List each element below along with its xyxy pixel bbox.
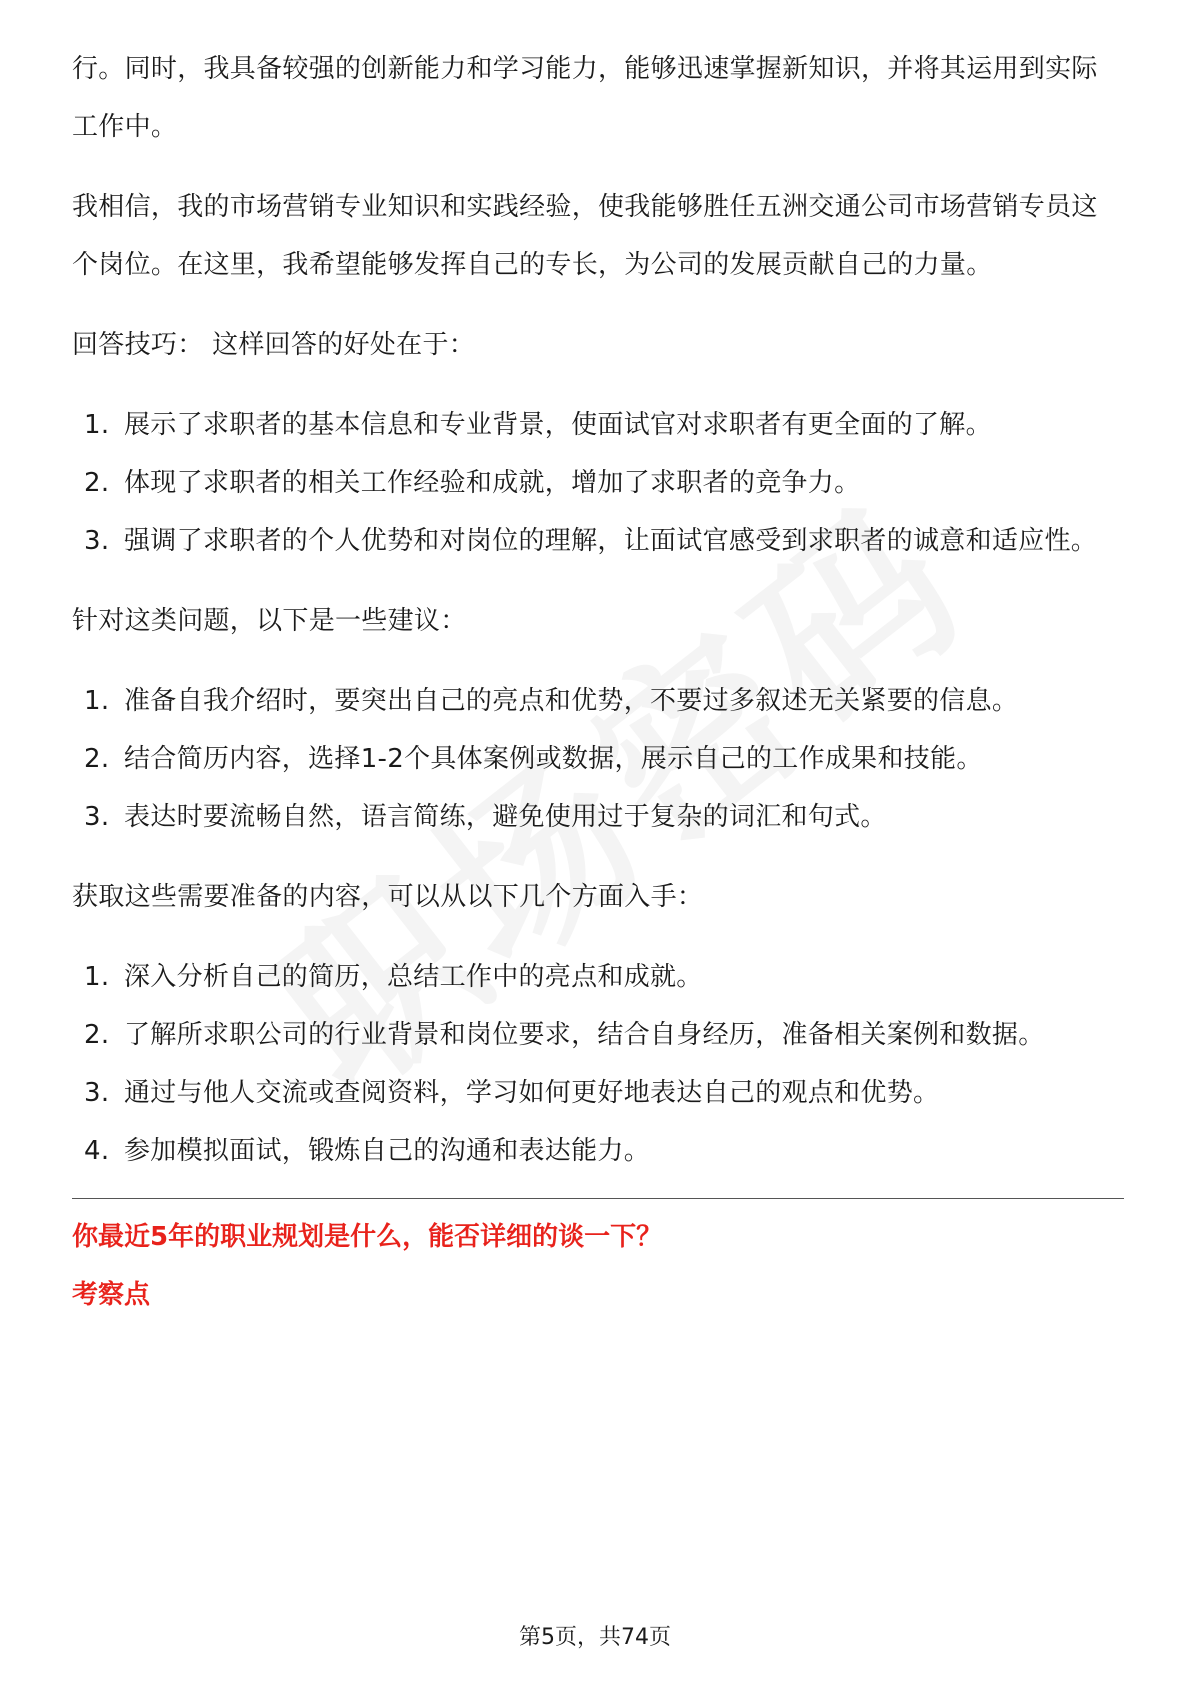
list-item: 2. 体现了求职者的相关工作经验和成就，增加了求职者的竞争力。 [84, 468, 861, 498]
suggestions-list [72, 672, 1122, 846]
paragraph-obtain: 获取这些需要准备的内容，可以从以下几个方面入手： [72, 882, 704, 912]
list-item: 2. 了解所求职公司的行业背景和岗位要求，结合自身经历，准备相关案例和数据。 [84, 1020, 1045, 1050]
benefits-list [72, 396, 1122, 570]
preparation-list [72, 948, 1122, 1180]
document-page [72, 40, 1122, 1315]
list-item: 4. 参加模拟面试，锻炼自己的沟通和表达能力。 [84, 1136, 651, 1166]
list-item: 3. 表达时要流畅自然，语言简练，避免使用过于复杂的词汇和句式。 [84, 802, 887, 832]
question-heading: 你最近5年的职业规划是什么，能否详细的谈一下？ [72, 1222, 663, 1252]
section-divider [72, 1198, 1124, 1199]
paragraph: 我相信，我的市场营销专业知识和实践经验，使我能够胜任五洲交通公司市场营销专员这个岗位。在这里，我希望能够发挥自己的专长，为公司的发展贡献自己的力量。 [72, 192, 1098, 280]
list-item: 1. 准备自我介绍时，要突出自己的亮点和优势，不要过多叙述无关紧要的信息。 [84, 686, 1019, 716]
list-item: 1. 深入分析自己的简历，总结工作中的亮点和成就。 [84, 962, 703, 992]
list-item: 3. 通过与他人交流或查阅资料，学习如何更好地表达自己的观点和优势。 [84, 1078, 940, 1108]
paragraph-answer-tips: 回答技巧： 这样回答的好处在于： [72, 330, 476, 360]
section-heading: 考察点 [72, 1280, 151, 1310]
paragraph: 行。同时，我具备较强的创新能力和学习能力，能够迅速掌握新知识，并将其运用到实际工作中。 [72, 54, 1098, 142]
list-item: 3. 强调了求职者的个人优势和对岗位的理解，让面试官感受到求职者的诚意和适应性。 [84, 526, 1098, 556]
list-item: 2. 结合简历内容，选择1-2个具体案例或数据，展示自己的工作成果和技能。 [84, 744, 983, 774]
list-item: 1. 展示了求职者的基本信息和专业背景，使面试官对求职者有更全面的了解。 [84, 410, 992, 440]
paragraph-suggestions: 针对这类问题，以下是一些建议： [72, 606, 467, 636]
page-number: 第5页，共74页 [519, 1625, 671, 1650]
